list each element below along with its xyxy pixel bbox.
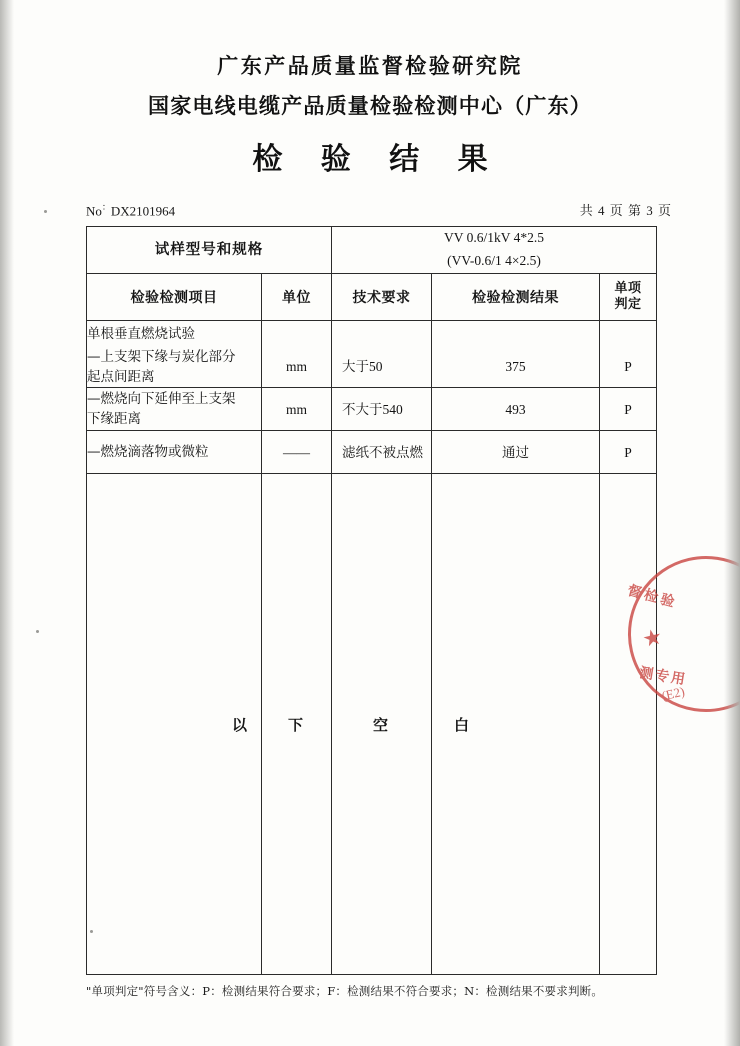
blank-note-char-4: 白 — [432, 474, 600, 975]
section-title: 单根垂直燃烧试验 — [87, 320, 262, 347]
seal-text-top: 督检验 — [625, 582, 680, 612]
row-result-2: 493 — [432, 388, 600, 431]
row-item-3 — [87, 431, 262, 474]
sample-spec-label: 试样型号和规格 — [87, 227, 332, 274]
table-row-blank-area — [87, 474, 657, 975]
row-requirement-2: 不大于540 — [332, 388, 432, 431]
seal-text-bottom: 测专用 — [638, 665, 689, 689]
scan-speck — [44, 210, 47, 213]
star-icon: ★ — [639, 623, 665, 653]
scan-speck — [90, 930, 93, 933]
section-title-requirement-cell — [332, 320, 432, 347]
row-item-1-line1: —上支架下缘与炭化部分 — [87, 348, 236, 365]
section-title-unit-cell — [262, 320, 332, 347]
verdict-legend-footnote: "单项判定"符号含义：P：检测结果符合要求；F：检测结果不符合要求；N：检测结果不要求判断。 — [86, 984, 604, 999]
row-item-1 — [87, 347, 262, 388]
document-meta — [86, 200, 698, 220]
scan-speck — [36, 630, 39, 633]
organization-name-line2: 国家电线电缆产品质量检验检测中心（广东） — [148, 93, 592, 118]
table-row — [87, 347, 657, 388]
column-header-verdict-line2: 判定 — [614, 296, 642, 312]
sample-spec-value — [332, 227, 657, 274]
blank-area-verdict-cell — [600, 474, 657, 975]
row-verdict-2: P — [600, 388, 657, 431]
page-indicator: 共 4 页 第 3 页 — [579, 203, 672, 218]
report-number — [86, 200, 175, 219]
row-item-1-line2: 起点间距离 — [87, 369, 155, 386]
column-header-result: 检验检测结果 — [432, 273, 600, 320]
column-header-verdict-line1: 单项 — [614, 280, 642, 296]
table-row-sample — [87, 227, 657, 274]
row-unit-2: mm — [262, 388, 332, 431]
column-header-item: 检验检测项目 — [87, 273, 262, 320]
row-requirement-1: 大于50 — [332, 347, 432, 388]
row-item-3-line1: —燃烧滴落物或微粒 — [87, 444, 209, 461]
row-requirement-3: 滤纸不被点燃 — [332, 431, 432, 474]
row-item-2-line1: —燃烧向下延伸至上支架 — [87, 391, 236, 408]
row-result-3: 通过 — [432, 431, 600, 474]
results-table — [86, 226, 657, 975]
table-row-section-title — [87, 320, 657, 347]
section-title-verdict-cell — [600, 320, 657, 347]
document-title: 检 验 结 果 — [252, 142, 502, 177]
row-result-1: 375 — [432, 347, 600, 388]
column-header-unit: 单位 — [262, 273, 332, 320]
table-row — [87, 388, 657, 431]
report-number-colon: ： — [101, 202, 111, 212]
row-verdict-3: P — [600, 431, 657, 474]
column-header-verdict — [600, 273, 657, 320]
row-item-2 — [87, 388, 262, 431]
row-unit-1: mm — [262, 347, 332, 388]
document-header — [0, 0, 740, 178]
row-verdict-1: P — [600, 347, 657, 388]
report-number-label: No — [86, 203, 102, 219]
sample-spec-value-line2: (VV-0.6/1 4×2.5) — [447, 252, 541, 268]
row-item-2-line2: 下缘距离 — [87, 411, 141, 428]
sample-spec-value-line1: VV 0.6/1kV 4*2.5 — [443, 230, 544, 245]
seal-code: (E2) — [660, 683, 687, 704]
report-number-value: DX2101964 — [110, 203, 176, 219]
row-unit-3: —— — [262, 431, 332, 474]
section-title-result-cell — [432, 320, 600, 347]
blank-note-char-3: 空 — [332, 474, 432, 975]
blank-note-char-1: 以 — [87, 474, 262, 975]
table-row — [87, 431, 657, 474]
table-header-row — [87, 273, 657, 320]
column-header-requirement: 技术要求 — [332, 273, 432, 320]
organization-name-line1: 广东产品质量监督检验研究院 — [217, 53, 523, 78]
blank-note-char-2: 下 — [262, 474, 332, 975]
